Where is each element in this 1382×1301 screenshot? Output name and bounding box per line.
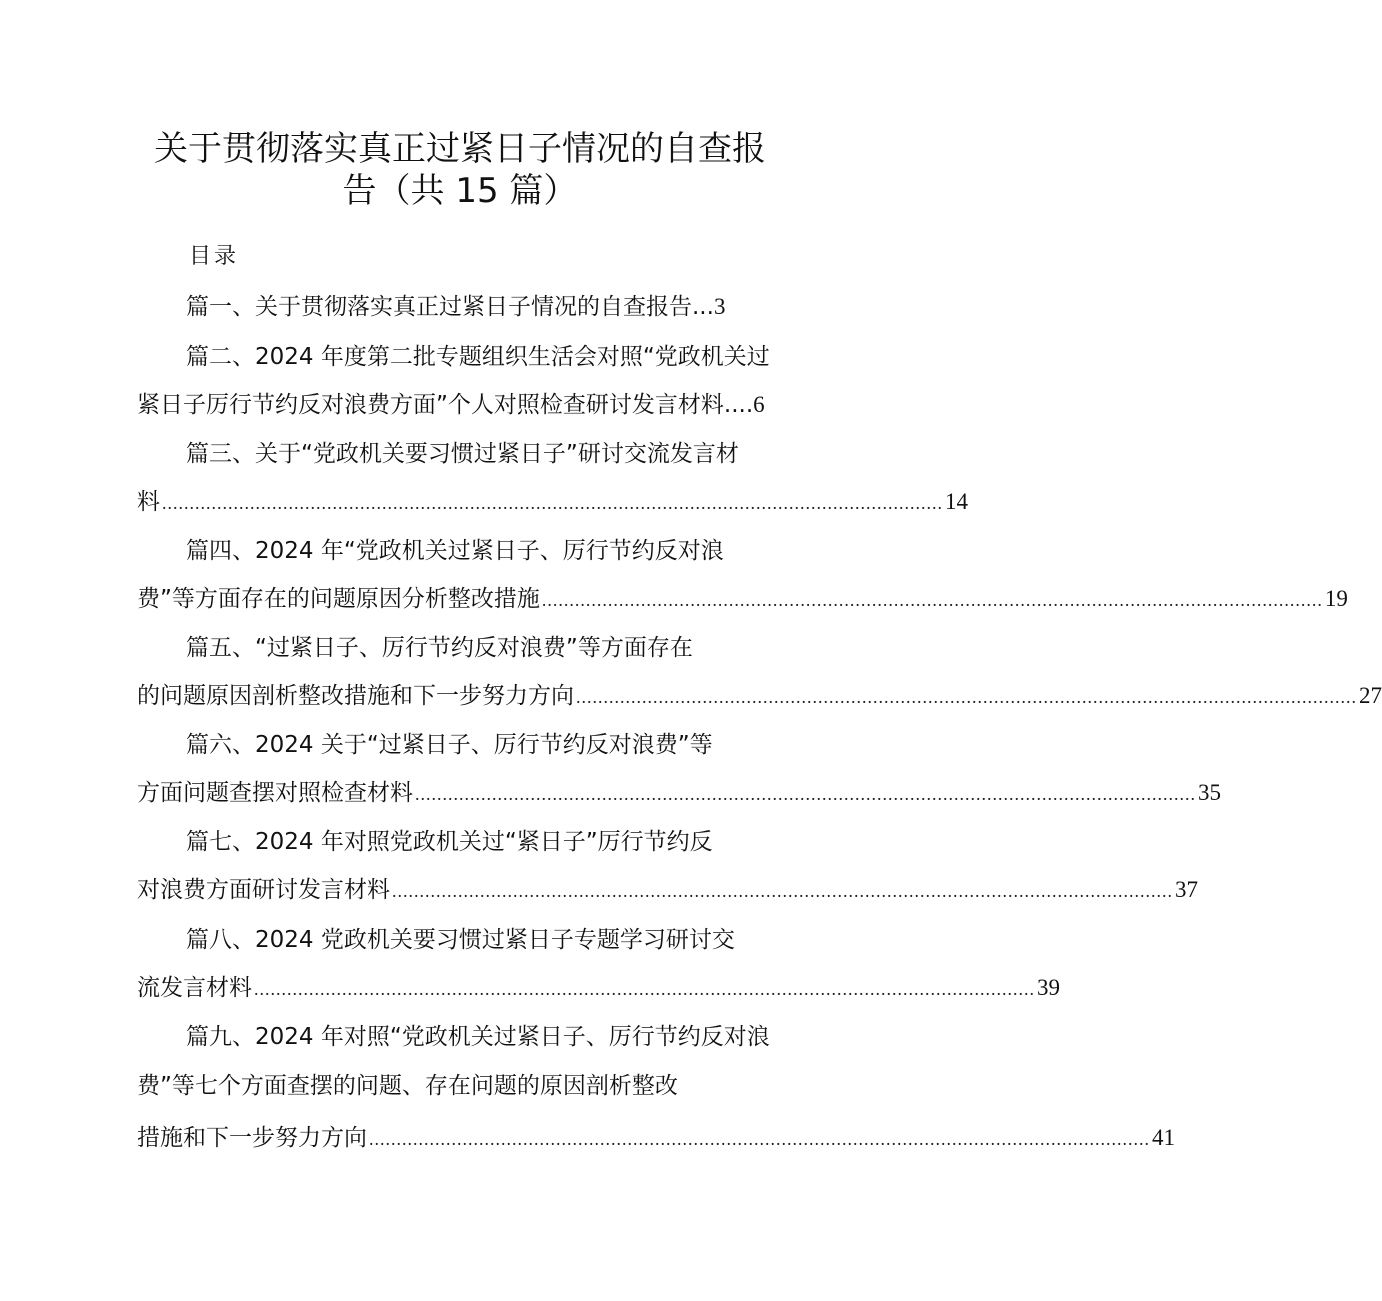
toc-entry-5-page: 27 <box>1359 683 1382 708</box>
toc-entry-4-line-1[interactable]: 篇四、2024 年“党政机关过紧日子、厉行节约反对浪 <box>186 538 724 564</box>
toc-entry-3-text: 料 <box>137 489 160 515</box>
toc-entry-3-page: 14 <box>945 489 968 514</box>
toc-entry-1-page: 3 <box>713 294 726 319</box>
toc-entry-3-line-2[interactable] <box>137 482 968 522</box>
toc-dot-leader: .............................................................................................................................................. <box>541 590 1323 610</box>
toc-entry-9-text: 措施和下一步努力方向 <box>137 1125 367 1151</box>
toc-entry-7-text: 对浪费方面研讨发言材料 <box>137 877 390 903</box>
toc-entry-7-line-2[interactable] <box>137 870 1198 910</box>
document-title-line-1: 关于贯彻落实真正过紧日子情况的自查报 <box>154 129 766 169</box>
toc-entry-9-line-3[interactable] <box>137 1118 1175 1158</box>
toc-entry-2-line-1[interactable]: 篇二、2024 年度第二批专题组织生活会对照“党政机关过 <box>186 344 770 370</box>
toc-entry-9-line-1[interactable]: 篇九、2024 年对照“党政机关过紧日子、厉行节约反对浪 <box>186 1024 770 1050</box>
toc-dot-leader: .............................................................................................................................................. <box>392 881 1173 901</box>
toc-entry-2-text: 紧日子厉行节约反对浪费方面”个人对照检查研讨发言材料.... <box>137 392 754 418</box>
toc-entry-4-line-2[interactable] <box>137 579 1348 619</box>
toc-entry-3-line-1[interactable]: 篇三、关于“党政机关要习惯过紧日子”研讨交流发言材 <box>186 441 739 467</box>
toc-dot-leader: .............................................................................................................................................. <box>162 493 943 513</box>
toc-entry-6-line-1[interactable]: 篇六、2024 关于“过紧日子、厉行节约反对浪费”等 <box>186 732 713 758</box>
toc-entry-1-text: 篇一、关于贯彻落实真正过紧日子情况的自查报告... <box>186 294 714 320</box>
toc-entry-2-line-2[interactable] <box>137 385 765 425</box>
toc-entry-5-line-1[interactable]: 篇五、“过紧日子、厉行节约反对浪费”等方面存在 <box>186 635 693 661</box>
toc-entry-7-line-1[interactable]: 篇七、2024 年对照党政机关过“紧日子”厉行节约反 <box>186 829 713 855</box>
toc-entry-6-text: 方面问题查摆对照检查材料 <box>137 780 413 806</box>
toc-entry-9-line-2[interactable]: 费”等七个方面查摆的问题、存在问题的原因剖析整改 <box>137 1073 678 1099</box>
toc-entry-8-page: 39 <box>1037 975 1060 1000</box>
toc-entry-6-page: 35 <box>1198 780 1221 805</box>
toc-entry-6-line-2[interactable] <box>137 773 1221 813</box>
toc-entry-5-line-2[interactable] <box>137 676 1382 716</box>
toc-entry-7-page: 37 <box>1175 877 1198 902</box>
toc-entry-2-page: 6 <box>753 392 765 417</box>
toc-dot-leader: .............................................................................................................................................. <box>369 1129 1150 1149</box>
toc-entry-8-line-1[interactable]: 篇八、2024 党政机关要习惯过紧日子专题学习研讨交 <box>186 927 735 953</box>
toc-entry-5-text: 的问题原因剖析整改措施和下一步努力方向 <box>137 683 574 709</box>
toc-heading: 目录 <box>189 244 240 269</box>
toc-entry-9-page: 41 <box>1152 1125 1175 1150</box>
toc-entry-4-page: 19 <box>1324 586 1348 611</box>
toc-entry-8-line-2[interactable] <box>137 968 1060 1008</box>
toc-dot-leader: .............................................................................................................................................. <box>415 784 1196 804</box>
toc-dot-leader: .............................................................................................................................................. <box>576 687 1357 707</box>
toc-entry-8-text: 流发言材料 <box>137 975 252 1001</box>
document-title-line-2: 告（共 15 篇） <box>342 171 578 211</box>
toc-dot-leader: .............................................................................................................................................. <box>254 979 1035 999</box>
toc-entry-1[interactable] <box>186 287 746 327</box>
toc-entry-4-text: 费”等方面存在的问题原因分析整改措施 <box>137 586 540 612</box>
